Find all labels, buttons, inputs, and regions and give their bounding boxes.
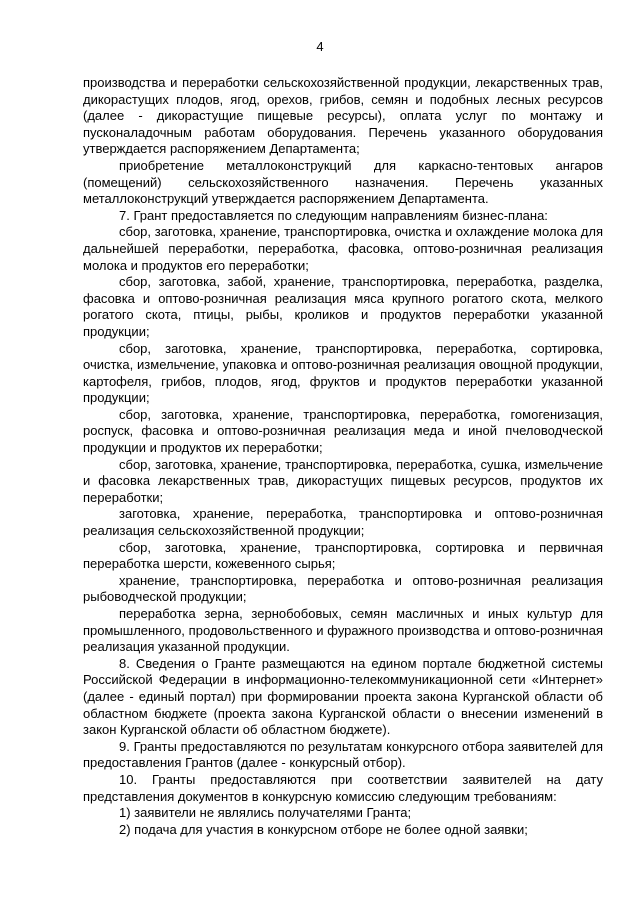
list-item: сбор, заготовка, хранение, транспортировка, переработка, гомогенизация, роспуск, фасовка и оптово-розничная реализация меда и иной пчеловодческой продукции и продуктов их переработки; [83, 406, 603, 456]
list-item: заготовка, хранение, переработка, транспортировка и оптово-розничная реализация сельскохозяйственной продукции; [83, 506, 603, 539]
requirement-item: 1) заявители не являлись получателями Гранта; [119, 805, 412, 821]
clause-9: 9. Гранты предоставляются по результатам конкурсного отбора заявителей для предоставления Грантов (далее - конкурсный отбор). [83, 738, 603, 771]
clause-8: 8. Сведения о Гранте размещаются на едином портале бюджетной системы Российской Федерации в информационно-телекоммуникационной сети «Интернет» (далее - единый портал) при формировании проекта закона Курганской области об областном бюджете (проекта закона Курганской области о внесении изменений в закон Курганской области об областном бюджете). [83, 655, 603, 738]
list-item: сбор, заготовка, хранение, транспортировка, очистка и охлаждение молока для дальнейшей переработки, переработка, фасовка, оптово-розничная реализация молока и продуктов его переработки; [83, 224, 603, 273]
paragraph: производства и переработки сельскохозяйственной продукции, лекарственных трав, дикорастущих плодов, ягод, орехов, грибов, семян и подобных лесных ресурсов (далее - дикорастущие пищевые ресурсы), оплата услуг по монтажу и пусконаладочным работам оборудования. Перечень указанного оборудования утверждается распоряжением Департамента; [83, 75, 603, 157]
document-body [83, 75, 603, 838]
requirement-item: 2) подача для участия в конкурсном отборе не более одной заявки; [119, 821, 528, 837]
list-item: хранение, транспортировка, переработка и оптово-розничная реализация рыбоводческой продукции; [83, 572, 603, 605]
page-number: 4 [316, 39, 324, 54]
list-item: сбор, заготовка, хранение, транспортировка, переработка, сушка, измельчение и фасовка лекарственных трав, дикорастущих пищевых ресурсов, продуктов их переработки; [83, 456, 603, 505]
list-item: переработка зерна, зернобобовых, семян масличных и иных культур для промышленного, продовольственного и фуражного производства и оптово-розничная реализация указанной продукции. [83, 606, 603, 655]
section-heading-7: 7. Грант предоставляется по следующим направлениям бизнес-плана: [119, 207, 548, 223]
clause-10: 10. Гранты предоставляются при соответствии заявителей на дату представления документов в конкурсную комиссию следующим требованиям: [83, 771, 603, 804]
list-item: сбор, заготовка, хранение, транспортировка, переработка, сортировка, очистка, измельчение, упаковка и оптово-розничная реализация овощной продукции, картофеля, грибов, плодов, ягод, фруктов и продуктов переработки указанной продукции; [83, 340, 603, 406]
list-item: сбор, заготовка, забой, хранение, транспортировка, переработка, разделка, фасовка и оптово-розничная реализация мяса крупного рогатого скота, мелкого рогатого скота, птицы, рыбы, кроликов и продуктов переработки указанной продукции; [83, 274, 603, 339]
paragraph: приобретение металлоконструкций для каркасно-тентовых ангаров (помещений) сельскохозяйственного назначения. Перечень указанных металлоконструкций утверждается распоряжением Департамента. [83, 157, 603, 207]
list-item: сбор, заготовка, хранение, транспортировка, сортировка и первичная переработка шерсти, кожевенного сырья; [83, 539, 603, 572]
